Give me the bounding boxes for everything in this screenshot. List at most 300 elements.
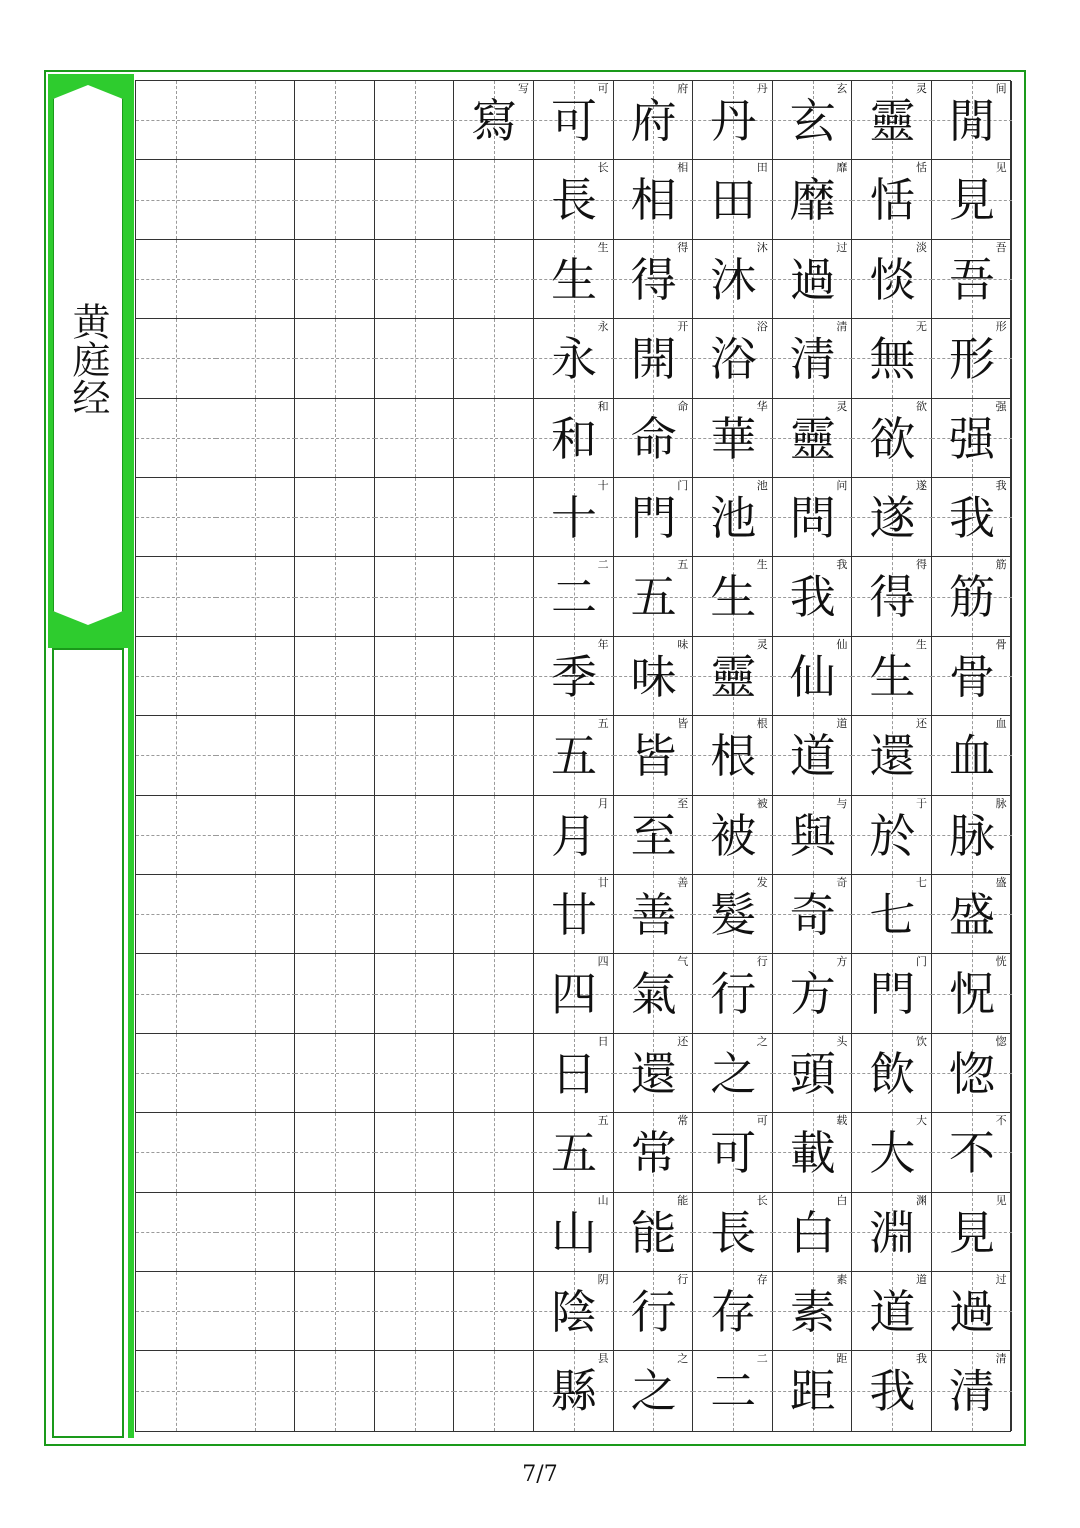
simplified-annotation: 永 [597, 320, 609, 334]
simplified-annotation: 月 [597, 796, 609, 810]
grid-cell [534, 399, 614, 478]
grid-cell [295, 319, 375, 398]
grid-cell [136, 716, 216, 795]
calligraphy-character: 閒 [949, 94, 995, 148]
simplified-annotation: 还 [915, 717, 927, 731]
grid-cell [454, 1272, 534, 1351]
grid-cell [693, 557, 773, 636]
calligraphy-character: 恬 [869, 173, 916, 228]
simplified-annotation: 过 [995, 1273, 1007, 1286]
simplified-annotation: 脉 [995, 796, 1007, 810]
simplified-annotation: 五 [597, 717, 609, 731]
grid-cell [773, 1034, 853, 1113]
grid-cell [932, 796, 1012, 875]
grid-cell [375, 637, 455, 716]
simplified-annotation: 无 [915, 320, 927, 334]
simplified-annotation: 血 [995, 717, 1007, 731]
grid-cell [375, 1113, 455, 1192]
calligraphy-character: 飲 [869, 1046, 916, 1101]
grid-cell [852, 319, 932, 398]
grid-cell [614, 478, 694, 557]
grid-cell [773, 954, 853, 1033]
grid-cell [375, 796, 455, 875]
simplified-annotation: 二 [597, 558, 609, 572]
grid-cell [932, 81, 1012, 160]
side-panel [52, 648, 124, 1438]
grid-cell [136, 1193, 216, 1272]
calligraphy-character: 靡 [789, 173, 836, 228]
grid-cell [534, 637, 614, 716]
grid-cell [454, 1113, 534, 1192]
simplified-annotation: 十 [597, 479, 609, 492]
simplified-annotation: 门 [677, 479, 689, 492]
calligraphy-character: 於 [869, 808, 916, 863]
calligraphy-character: 行 [630, 1285, 677, 1339]
simplified-annotation: 写 [517, 82, 529, 95]
calligraphy-character: 存 [710, 1285, 757, 1339]
calligraphy-character: 生 [869, 649, 916, 704]
grid-cell [614, 1272, 694, 1351]
calligraphy-character: 怳 [949, 967, 995, 1022]
grid-column [534, 81, 614, 1431]
grid-cell [454, 637, 534, 716]
calligraphy-character: 問 [789, 491, 836, 545]
grid-cell [614, 796, 694, 875]
simplified-annotation: 与 [836, 796, 848, 810]
calligraphy-character: 山 [551, 1205, 597, 1260]
simplified-annotation: 田 [756, 161, 768, 175]
calligraphy-character: 清 [789, 332, 836, 387]
calligraphy-character: 見 [949, 1205, 995, 1260]
simplified-annotation: 清 [836, 320, 848, 334]
simplified-annotation: 素 [836, 1273, 848, 1286]
grid-cell [136, 81, 216, 160]
grid-cell [375, 557, 455, 636]
simplified-annotation: 灵 [915, 82, 927, 95]
grid-cell [614, 954, 694, 1033]
simplified-annotation: 气 [677, 955, 689, 969]
grid-cell [216, 1351, 296, 1430]
simplified-annotation: 长 [756, 1193, 768, 1207]
calligraphy-character: 二 [551, 570, 597, 625]
simplified-annotation: 生 [756, 558, 768, 572]
grid-cell [614, 81, 694, 160]
grid-cell [773, 399, 853, 478]
grid-cell [216, 875, 296, 954]
grid-cell [852, 478, 932, 557]
grid-cell [693, 1034, 773, 1113]
grid-cell [216, 1272, 296, 1351]
calligraphy-character: 常 [630, 1126, 677, 1181]
grid-cell [295, 954, 375, 1033]
grid-column [375, 81, 455, 1431]
simplified-annotation: 形 [995, 320, 1007, 334]
simplified-annotation: 玄 [836, 82, 848, 95]
calligraphy-character: 至 [630, 808, 677, 863]
calligraphy-character: 欲 [869, 411, 916, 466]
calligraphy-character: 七 [869, 888, 916, 942]
calligraphy-character: 月 [551, 808, 597, 863]
grid-cell [136, 1113, 216, 1192]
simplified-annotation: 行 [677, 1273, 689, 1286]
grid-cell [216, 81, 296, 160]
grid-cell [852, 240, 932, 319]
grid-cell [375, 478, 455, 557]
grid-cell [693, 796, 773, 875]
simplified-annotation: 长 [597, 161, 609, 175]
simplified-annotation: 间 [995, 82, 1007, 95]
grid-cell [136, 319, 216, 398]
calligraphy-character: 寫 [471, 94, 518, 148]
grid-cell [454, 478, 534, 557]
grid-cell [136, 1351, 216, 1430]
grid-cell [932, 160, 1012, 239]
grid-cell [375, 81, 455, 160]
grid-cell [932, 1351, 1012, 1430]
calligraphy-character: 載 [789, 1126, 836, 1181]
grid-column [295, 81, 375, 1431]
grid-cell [216, 954, 296, 1033]
calligraphy-character: 門 [869, 967, 916, 1022]
calligraphy-character: 和 [551, 411, 597, 466]
grid-cell [534, 478, 614, 557]
calligraphy-character: 之 [710, 1046, 757, 1101]
grid-cell [534, 1193, 614, 1272]
grid-cell [693, 875, 773, 954]
grid-cell [454, 1034, 534, 1113]
calligraphy-character: 還 [869, 729, 916, 784]
grid-cell [375, 160, 455, 239]
grid-cell [852, 1034, 932, 1113]
grid-cell [295, 240, 375, 319]
grid-cell [136, 954, 216, 1033]
grid-cell [614, 875, 694, 954]
grid-cell [216, 478, 296, 557]
book-title: 黄庭经 [66, 302, 110, 416]
simplified-annotation: 和 [597, 399, 609, 413]
simplified-annotation: 可 [756, 1114, 768, 1128]
simplified-annotation: 强 [995, 399, 1007, 413]
grid-cell [932, 1113, 1012, 1192]
grid-cell [136, 160, 216, 239]
grid-cell [136, 240, 216, 319]
simplified-annotation: 筋 [995, 558, 1007, 572]
simplified-annotation: 阴 [597, 1273, 609, 1286]
calligraphy-character: 道 [869, 1285, 916, 1339]
calligraphy-character: 玄 [789, 94, 836, 148]
grid-cell [614, 1034, 694, 1113]
grid-cell [693, 240, 773, 319]
title-band [48, 74, 128, 636]
calligraphy-character: 之 [630, 1364, 677, 1419]
title-panel [53, 98, 123, 612]
calligraphy-character: 得 [630, 252, 677, 307]
simplified-annotation: 距 [836, 1352, 848, 1366]
calligraphy-character: 不 [949, 1126, 995, 1181]
simplified-annotation: 饮 [915, 1034, 927, 1048]
simplified-annotation: 山 [597, 1193, 609, 1207]
grid-cell [693, 954, 773, 1033]
grid-cell [295, 716, 375, 795]
calligraphy-character: 吾 [949, 252, 995, 307]
grid-cell [295, 1113, 375, 1192]
simplified-annotation: 还 [677, 1034, 689, 1048]
grid-cell [693, 160, 773, 239]
grid-cell [454, 81, 534, 160]
simplified-annotation: 日 [597, 1034, 609, 1048]
calligraphy-character: 我 [949, 491, 995, 545]
simplified-annotation: 淡 [915, 240, 927, 254]
calligraphy-character: 根 [710, 729, 757, 784]
grid-column [693, 81, 773, 1431]
grid-cell [295, 399, 375, 478]
grid-cell [852, 796, 932, 875]
calligraphy-character: 我 [869, 1364, 916, 1419]
calligraphy-character: 無 [869, 332, 916, 387]
grid-cell [932, 319, 1012, 398]
grid-cell [216, 637, 296, 716]
grid-cell [295, 1034, 375, 1113]
grid-cell [932, 1272, 1012, 1351]
grid-cell [454, 1351, 534, 1430]
grid-cell [534, 319, 614, 398]
grid-cell [534, 1113, 614, 1192]
calligraphy-character: 善 [630, 888, 677, 942]
calligraphy-character: 廿 [551, 888, 597, 942]
grid-cell [454, 557, 534, 636]
grid-cell [852, 716, 932, 795]
grid-cell [773, 1272, 853, 1351]
simplified-annotation: 县 [597, 1352, 609, 1366]
grid-cell [773, 1113, 853, 1192]
grid-cell [932, 954, 1012, 1033]
grid-column [614, 81, 694, 1431]
simplified-annotation: 能 [677, 1193, 689, 1207]
grid-column [454, 81, 534, 1431]
simplified-annotation: 大 [915, 1114, 927, 1128]
grid-cell [852, 637, 932, 716]
calligraphy-character: 白 [789, 1205, 836, 1260]
grid-cell [534, 954, 614, 1033]
simplified-annotation: 味 [677, 637, 689, 651]
grid-cell [534, 160, 614, 239]
calligraphy-character: 强 [949, 411, 995, 466]
grid-cell [932, 1193, 1012, 1272]
simplified-annotation: 盛 [995, 876, 1007, 889]
calligraphy-character: 遂 [869, 491, 916, 545]
grid-cell [216, 399, 296, 478]
grid-cell [693, 1193, 773, 1272]
calligraphy-character: 清 [949, 1364, 995, 1419]
simplified-annotation: 行 [756, 955, 768, 969]
simplified-annotation: 清 [995, 1352, 1007, 1366]
calligraphy-character: 仙 [789, 649, 836, 704]
grid-cell [852, 1351, 932, 1430]
simplified-annotation: 奇 [836, 876, 848, 889]
simplified-annotation: 可 [597, 82, 609, 95]
grid-cell [136, 1034, 216, 1113]
simplified-annotation: 生 [597, 240, 609, 254]
calligraphy-character: 盛 [949, 888, 995, 942]
grid-cell [773, 557, 853, 636]
grid-cell [136, 875, 216, 954]
calligraphy-character: 靈 [710, 649, 757, 704]
simplified-annotation: 道 [836, 717, 848, 731]
grid-cell [375, 1272, 455, 1351]
grid-cell [216, 1193, 296, 1272]
calligraphy-character: 縣 [551, 1364, 597, 1419]
grid-cell [454, 160, 534, 239]
grid-cell [932, 637, 1012, 716]
calligraphy-character: 生 [551, 252, 597, 307]
grid-cell [295, 875, 375, 954]
calligraphy-character: 華 [710, 411, 757, 466]
calligraphy-character: 脉 [949, 808, 995, 863]
grid-cell [534, 81, 614, 160]
grid-cell [454, 399, 534, 478]
grid-cell [773, 875, 853, 954]
simplified-annotation: 惚 [995, 1034, 1007, 1048]
grid-cell [216, 557, 296, 636]
grid-cell [295, 1351, 375, 1430]
grid-cell [852, 954, 932, 1033]
calligraphy-character: 田 [710, 173, 757, 228]
simplified-annotation: 灵 [836, 399, 848, 413]
simplified-annotation: 华 [756, 399, 768, 413]
grid-cell [534, 557, 614, 636]
grid-cell [136, 796, 216, 875]
grid-cell [852, 160, 932, 239]
simplified-annotation: 年 [597, 637, 609, 651]
grid-cell [773, 240, 853, 319]
simplified-annotation: 根 [756, 717, 768, 731]
calligraphy-character: 開 [630, 332, 677, 387]
calligraphy-character: 府 [630, 94, 677, 148]
grid-cell [216, 1113, 296, 1192]
grid-cell [375, 319, 455, 398]
simplified-annotation: 我 [915, 1352, 927, 1366]
calligraphy-character: 味 [630, 649, 677, 704]
simplified-annotation: 生 [915, 637, 927, 651]
calligraphy-character: 淵 [869, 1205, 916, 1260]
grid-cell [932, 1034, 1012, 1113]
grid-cell [136, 399, 216, 478]
grid-cell [295, 637, 375, 716]
grid-cell [216, 319, 296, 398]
grid-column [216, 81, 296, 1431]
simplified-annotation: 四 [597, 955, 609, 969]
grid-cell [295, 1272, 375, 1351]
grid-cell [534, 1034, 614, 1113]
grid-cell [773, 319, 853, 398]
grid-cell [375, 240, 455, 319]
simplified-annotation: 得 [915, 558, 927, 572]
simplified-annotation: 至 [677, 796, 689, 810]
grid-cell [534, 716, 614, 795]
grid-cell [136, 1272, 216, 1351]
calligraphy-character: 我 [789, 570, 836, 625]
simplified-annotation: 头 [836, 1034, 848, 1048]
grid-cell [614, 160, 694, 239]
grid-cell [693, 319, 773, 398]
simplified-annotation: 我 [995, 479, 1007, 492]
calligraphy-character: 門 [630, 491, 677, 545]
simplified-annotation: 道 [915, 1273, 927, 1286]
calligraphy-character: 血 [949, 729, 995, 784]
grid-cell [773, 1193, 853, 1272]
simplified-annotation: 存 [756, 1273, 768, 1286]
calligraphy-character: 可 [551, 94, 597, 148]
grid-cell [454, 796, 534, 875]
calligraphy-character: 奇 [789, 888, 836, 942]
grid-cell [614, 557, 694, 636]
simplified-annotation: 廿 [597, 876, 609, 889]
grid-cell [216, 240, 296, 319]
calligraphy-character: 日 [551, 1046, 597, 1101]
simplified-annotation: 载 [836, 1114, 848, 1128]
grid-cell [852, 1113, 932, 1192]
calligraphy-character: 靈 [869, 94, 916, 148]
simplified-annotation: 遂 [915, 479, 927, 492]
grid-cell [295, 478, 375, 557]
calligraphy-character: 髮 [710, 888, 757, 942]
calligraphy-character: 靈 [789, 411, 836, 466]
simplified-annotation: 二 [756, 1352, 768, 1366]
simplified-annotation: 不 [995, 1114, 1007, 1128]
grid-cell [932, 399, 1012, 478]
simplified-annotation: 府 [677, 82, 689, 95]
simplified-annotation: 渊 [915, 1193, 927, 1207]
calligraphy-character: 相 [630, 173, 677, 228]
grid-cell [693, 1351, 773, 1430]
grid-cell [295, 557, 375, 636]
simplified-annotation: 恍 [995, 955, 1007, 969]
simplified-annotation: 过 [836, 240, 848, 254]
simplified-annotation: 灵 [756, 637, 768, 651]
grid-cell [216, 1034, 296, 1113]
page-number: 7/7 [522, 1462, 558, 1487]
grid-cell [693, 637, 773, 716]
grid-cell [375, 1034, 455, 1113]
simplified-annotation: 吾 [995, 240, 1007, 254]
simplified-annotation: 靡 [836, 161, 848, 175]
calligraphy-character: 池 [710, 491, 757, 545]
grid-cell [932, 716, 1012, 795]
simplified-annotation: 五 [597, 1114, 609, 1128]
grid-cell [693, 716, 773, 795]
grid-cell [932, 240, 1012, 319]
grid-cell [852, 1272, 932, 1351]
grid-cell [454, 875, 534, 954]
simplified-annotation: 仙 [836, 637, 848, 651]
grid-cell [534, 1351, 614, 1430]
grid-cell [773, 637, 853, 716]
simplified-annotation: 命 [677, 399, 689, 413]
calligraphy-character: 陰 [551, 1285, 597, 1339]
grid-cell [693, 1113, 773, 1192]
calligraphy-character: 四 [551, 967, 597, 1022]
simplified-annotation: 常 [677, 1114, 689, 1128]
grid-cell [852, 1193, 932, 1272]
calligraphy-character: 與 [789, 808, 836, 863]
grid-cell [614, 716, 694, 795]
grid-cell [534, 796, 614, 875]
grid-cell [216, 160, 296, 239]
calligraphy-character: 得 [869, 570, 916, 625]
side-rule [128, 74, 134, 1438]
grid-cell [773, 160, 853, 239]
simplified-annotation: 七 [915, 876, 927, 889]
